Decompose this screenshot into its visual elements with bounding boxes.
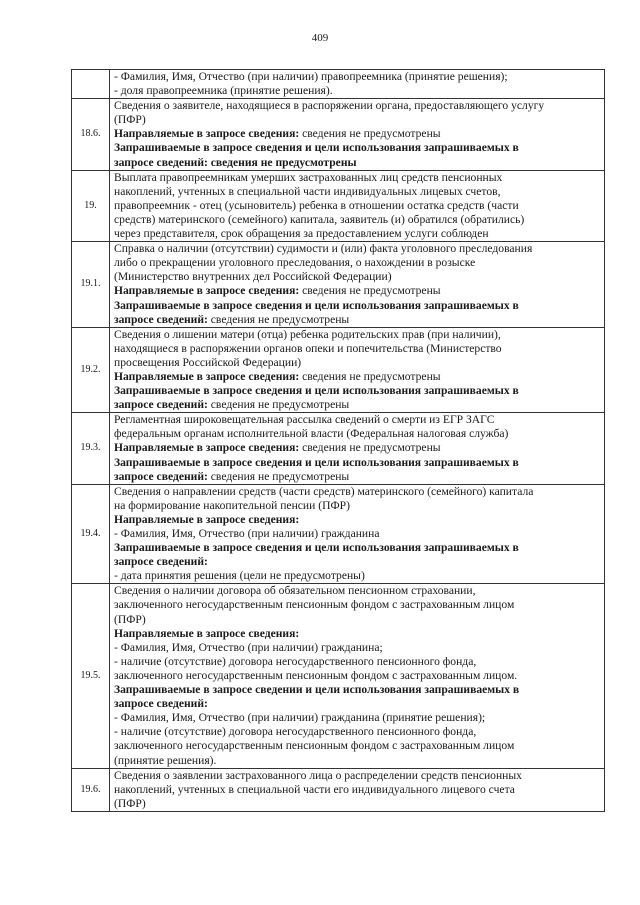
text-line: запросе сведений: [114, 697, 208, 711]
text-line: через представителя, срок обращения за предоставлением услуги соблюден [114, 227, 489, 241]
services-table [71, 69, 605, 812]
table-row [72, 327, 605, 413]
text-line: заключенного негосударственным пенсионным фондом с застрахованным лицом [114, 739, 515, 753]
row-content [110, 768, 605, 811]
row-content [110, 70, 605, 99]
row-number: 19.1. [72, 242, 110, 328]
row-number: 18.6. [72, 99, 110, 170]
text-line: - Фамилия, Имя, Отчество (при наличии) гражданина (принятие решения); [114, 711, 486, 725]
text-line: просвещения Российской Федерации) [114, 355, 302, 369]
text-line: запросе сведений: сведения не предусмотрены [114, 312, 350, 326]
text-line: Выплата правопреемникам умерших застрахованных лиц средств пенсионных [114, 170, 503, 184]
text-line: - Фамилия, Имя, Отчество (при наличии) правопреемника (принятие решения); [114, 70, 508, 83]
text-line: Запрашиваемые в запросе сведения и цели использования запрашиваемых в [114, 298, 519, 312]
table-row [72, 584, 605, 768]
text-line: Запрашиваемые в запросе сведения и цели использования запрашиваемых в [114, 141, 519, 155]
text-line: (ПФР) [114, 796, 146, 810]
table-row [72, 99, 605, 170]
text-line: запросе сведений: [114, 555, 208, 569]
text-line: Сведения о наличии договора об обязательном пенсионном страховании, [114, 584, 476, 598]
row-content [110, 484, 605, 584]
row-number: 19.4. [72, 484, 110, 584]
text-line: (ПФР) [114, 612, 146, 626]
text-line: (Министерство внутренних дел Российской Федерации) [114, 270, 392, 284]
text-line: накоплений, учтенных в специальной части индивидуальных лицевых счетов, [114, 184, 501, 198]
text-line: - Фамилия, Имя, Отчество (при наличии) гражданина; [114, 640, 383, 654]
text-line: федеральным органам исполнительной власти (Федеральная налоговая служба) [114, 427, 509, 441]
table-body [72, 70, 605, 812]
row-number: 19.3. [72, 413, 110, 484]
row-content [110, 170, 605, 241]
text-line: средств) материнского (семейного) капитала, заявитель (и) обратился (обратились) [114, 212, 525, 226]
row-number: 19. [72, 170, 110, 241]
text-line: запросе сведений: сведения не предусмотрены [114, 469, 350, 483]
row-number [72, 70, 110, 99]
text-line: находящиеся в распоряжении органов опеки и попечительства (Министерство [114, 341, 502, 355]
row-number: 19.6. [72, 768, 110, 811]
text-line: Сведения о заявителе, находящиеся в распоряжении органа, предоставляющего услугу [114, 99, 545, 113]
text-line: Справка о наличии (отсутствии) судимости и (или) факта уголовного преследования [114, 242, 533, 256]
row-content [110, 242, 605, 328]
text-line: - Фамилия, Имя, Отчество (при наличии) гражданина [114, 527, 380, 540]
row-content [110, 327, 605, 413]
text-line: накоплений, учтенных в специальной части его индивидуального лицевого счета [114, 782, 515, 796]
text-line: Запрашиваемые в запросе сведения и цели использования запрашиваемых в [114, 455, 519, 469]
text-line: Запрашиваемые в запросе сведения и цели использования запрашиваемых в [114, 384, 519, 398]
table-row [72, 413, 605, 484]
text-line: (ПФР) [114, 113, 146, 127]
row-number: 19.5. [72, 584, 110, 768]
text-line: Запрашиваемые в запросе сведении и цели использования запрашиваемых в [114, 683, 520, 697]
text-line: на формирование накопительной пенсии (ПФР) [114, 498, 350, 512]
text-line: Направляемые в запросе сведения: [114, 626, 300, 640]
table-row [72, 242, 605, 328]
text-line: заключенного негосударственным пенсионным фондом с застрахованным лицом [114, 598, 515, 612]
row-number: 19.2. [72, 327, 110, 413]
table-row [72, 170, 605, 241]
text-line: Сведения о лишении матери (отца) ребенка родительских прав (при наличии), [114, 327, 501, 341]
text-line: Сведения о направлении средств (части средств) материнского (семейного) капитала [114, 484, 534, 498]
text-line: запросе сведений: сведения не предусмотрены [114, 155, 357, 169]
table-row [72, 484, 605, 584]
text-line: Направляемые в запросе сведения: сведения не предусмотрены [114, 441, 441, 455]
table-row [72, 768, 605, 811]
text-line: правопреемник - отец (усыновитель) ребенка в отношении остатка средств (части [114, 198, 519, 212]
text-line: заключенного негосударственным пенсионным фондом с застрахованным лицом. [114, 668, 518, 682]
text-line: Направляемые в запросе сведения: [114, 512, 300, 526]
row-content [110, 584, 605, 768]
text-line: - дата принятия решения (цели не предусмотрены) [114, 569, 365, 583]
text-line: Сведения о заявлении застрахованного лица о распределении средств пенсионных [114, 768, 522, 782]
row-content [110, 99, 605, 170]
text-line: Направляемые в запросе сведения: сведения не предусмотрены [114, 369, 441, 383]
text-line: запросе сведений: сведения не предусмотрены [114, 398, 350, 412]
text-line: - наличие (отсутствие) договора негосударственного пенсионного фонда, [114, 725, 477, 739]
text-line: - наличие (отсутствие) договора негосударственного пенсионного фонда, [114, 654, 477, 668]
text-line: Направляемые в запросе сведения: сведения не предусмотрены [114, 127, 441, 141]
text-line: Запрашиваемые в запросе сведения и цели использования запрашиваемых в [114, 541, 519, 555]
text-line: Направляемые в запросе сведения: сведения не предусмотрены [114, 284, 441, 298]
text-line: - доля правопреемника (принятие решения). [114, 84, 333, 98]
page-number: 409 [311, 32, 329, 44]
text-line: (принятие решения). [114, 753, 217, 767]
text-line: либо о прекращении уголовного преследования, о нахождении в розыске [114, 256, 476, 270]
text-line: Регламентная широковещательная рассылка сведений о смерти из ЕГР ЗАГС [114, 413, 495, 427]
table-row [72, 70, 605, 99]
row-content [110, 413, 605, 484]
